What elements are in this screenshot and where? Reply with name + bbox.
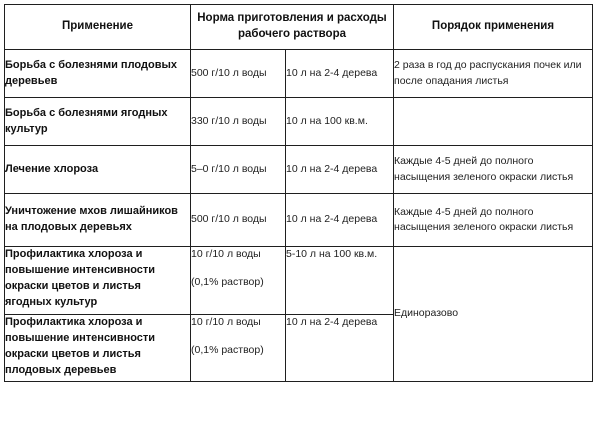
cell-consumption: 10 л на 100 кв.м. [286,98,394,146]
cell-order: Каждые 4-5 дней до полного насыщения зеленого окраски листья [394,146,593,194]
cell-consumption: 10 л на 2-4 дерева [286,315,394,382]
cell-dose-note: (0,1% раствор) [191,344,264,357]
cell-application: Профилактика хлороза и повышение интенсивности окраски цветов и листья плодовых деревьев [5,315,191,382]
cell-application: Борьба с болезнями ягодных культур [5,98,191,146]
cell-dose-spacer [191,330,285,343]
cell-consumption: 10 л на 2-4 дерева [286,146,394,194]
cell-application: Лечение хлороза [5,146,191,194]
cell-dose-note: (0,1% раствор) [191,276,264,289]
cell-consumption: 10 л на 2-4 дерева [286,50,394,98]
cell-order-merged: Единоразово [394,247,593,382]
cell-dose-value: 10 г/10 л воды [191,248,261,260]
cell-order: Каждые 4-5 дней до полного насыщения зеленого окраски листья [394,194,593,247]
table-header [5,5,593,50]
table-row [5,50,593,98]
cell-consumption: 5-10 л на 100 кв.м. [286,247,394,315]
cell-application: Уничтожение мхов лишайников на плодовых деревьях [5,194,191,247]
cell-application: Борьба с болезнями плодовых деревьев [5,50,191,98]
application-norms-table [4,4,593,382]
table-row [5,247,593,315]
cell-dose-spacer [191,262,285,275]
cell-dose-value: 10 г/10 л воды [191,316,261,328]
cell-order [394,98,593,146]
cell-consumption: 10 л на 2-4 дерева [286,194,394,247]
cell-dose: 5–0 г/10 л воды [191,146,286,194]
table-row [5,146,593,194]
table-row [5,98,593,146]
cell-dose: 500 г/10 л воды [191,50,286,98]
cell-dose [191,247,286,315]
table-row [5,194,593,247]
application-table-container [4,4,592,382]
cell-dose [191,315,286,382]
column-header-norm-and-consumption: Норма приготовления и расходы рабочего раствора [191,5,394,50]
table-body [5,50,593,382]
column-header-order: Порядок применения [394,5,593,50]
column-header-application: Применение [5,5,191,50]
cell-dose: 500 г/10 л воды [191,194,286,247]
cell-dose: 330 г/10 л воды [191,98,286,146]
cell-application: Профилактика хлороза и повышение интенсивности окраски цветов и листья ягодных культур [5,247,191,315]
cell-order: 2 раза в год до распускания почек или после опадания листья [394,50,593,98]
table-header-row [5,5,593,50]
